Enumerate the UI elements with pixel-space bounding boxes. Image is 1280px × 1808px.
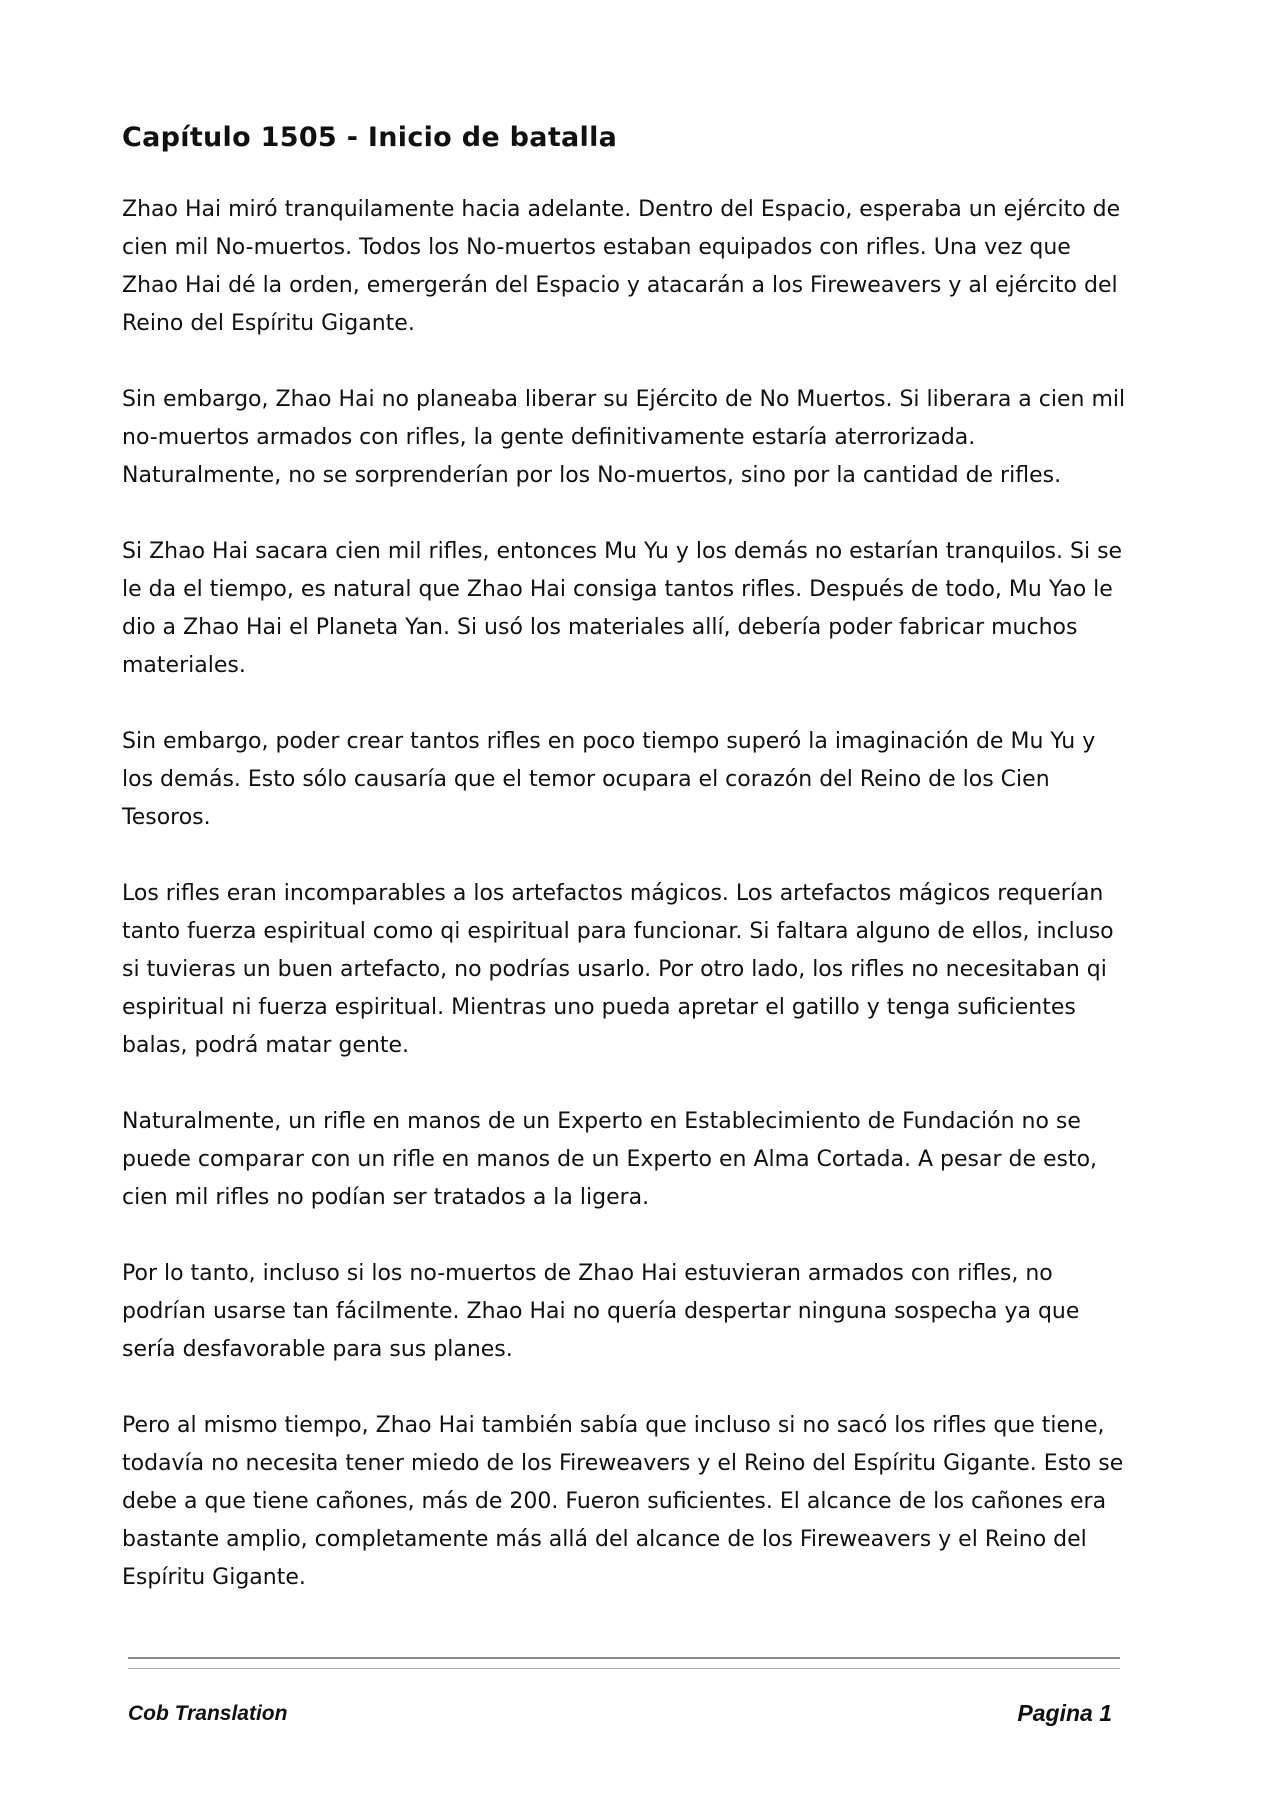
chapter-title: Capítulo 1505 - Inicio de batalla — [122, 122, 618, 153]
paragraph-4: Sin embargo, poder crear tantos rifles en poco tiempo superó la imaginación de Mu Yu y los demás. Esto sólo causaría que el temor ocupara el corazón del Reino de los Cien Tesoros. — [122, 729, 1096, 830]
footer-page-number: Pagina 1 — [1017, 1700, 1112, 1726]
paragraph-1: Zhao Hai miró tranquilamente hacia adelante. Dentro del Espacio, esperaba un ejército de cien mil No-muertos. Todos los No-muertos estaban equipados con rifles. Una vez que Zhao Hai dé la orden, emergerán del Espacio y atacarán a los Fireweavers y al ejército del Reino del Espíritu Gigante. — [122, 197, 1121, 336]
footer-translator: Cob Translation — [128, 1702, 288, 1725]
document-body — [122, 122, 1127, 1635]
paragraph-3: Si Zhao Hai sacara cien mil rifles, entonces Mu Yu y los demás no estarían tranquilos. Si se le da el tiempo, es natural que Zhao Hai consiga tantos rifles. Después de todo, Mu Yao le dio a Zhao Hai el Planeta Yan. Si usó los materiales allí, debería poder fabricar muchos materiales. — [122, 539, 1123, 678]
paragraph-6: Naturalmente, un rifle en manos de un Experto en Establecimiento de Fundación no se puede comparar con un rifle en manos de un Experto en Alma Cortada. A pesar de esto, cien mil rifles no podían ser tratados a la ligera. — [122, 1109, 1098, 1210]
paragraph-8: Pero al mismo tiempo, Zhao Hai también sabía que incluso si no sacó los rifles que tiene, todavía no necesita tener miedo de los Fireweavers y el Reino del Espíritu Gigante. Esto se debe a que tiene cañones, más de 200. Fueron suficientes. El alcance de los cañones era bastante amplio, completamente más allá del alcance de los Fireweavers y el Reino del Espíritu Gigante. — [122, 1413, 1124, 1590]
paragraph-7: Por lo tanto, incluso si los no-muertos de Zhao Hai estuvieran armados con rifles, no podrían usarse tan fácilmente. Zhao Hai no quería despertar ninguna sospecha ya que sería desfavorable para sus planes. — [122, 1261, 1080, 1362]
paragraph-5: Los rifles eran incomparables a los artefactos mágicos. Los artefactos mágicos requerían tanto fuerza espiritual como qi espiritual para funcionar. Si faltara alguno de ellos, incluso si tuvieras un buen artefacto, no podrías usarlo. Por otro lado, los rifles no necesitaban qi espiritual ni fuerza espiritual. Mientras uno pueda apretar el gatillo y tenga suficientes balas, podrá matar gente. — [122, 881, 1114, 1058]
footer-divider-bottom — [128, 1668, 1120, 1669]
footer-divider-top — [128, 1657, 1120, 1659]
paragraph-2: Sin embargo, Zhao Hai no planeaba liberar su Ejército de No Muertos. Si liberara a cien mil no-muertos armados con rifles, la gente definitivamente estaría aterrorizada. Naturalmente, no se sorprenderían por los No-muertos, sino por la cantidad de rifles. — [122, 387, 1126, 488]
